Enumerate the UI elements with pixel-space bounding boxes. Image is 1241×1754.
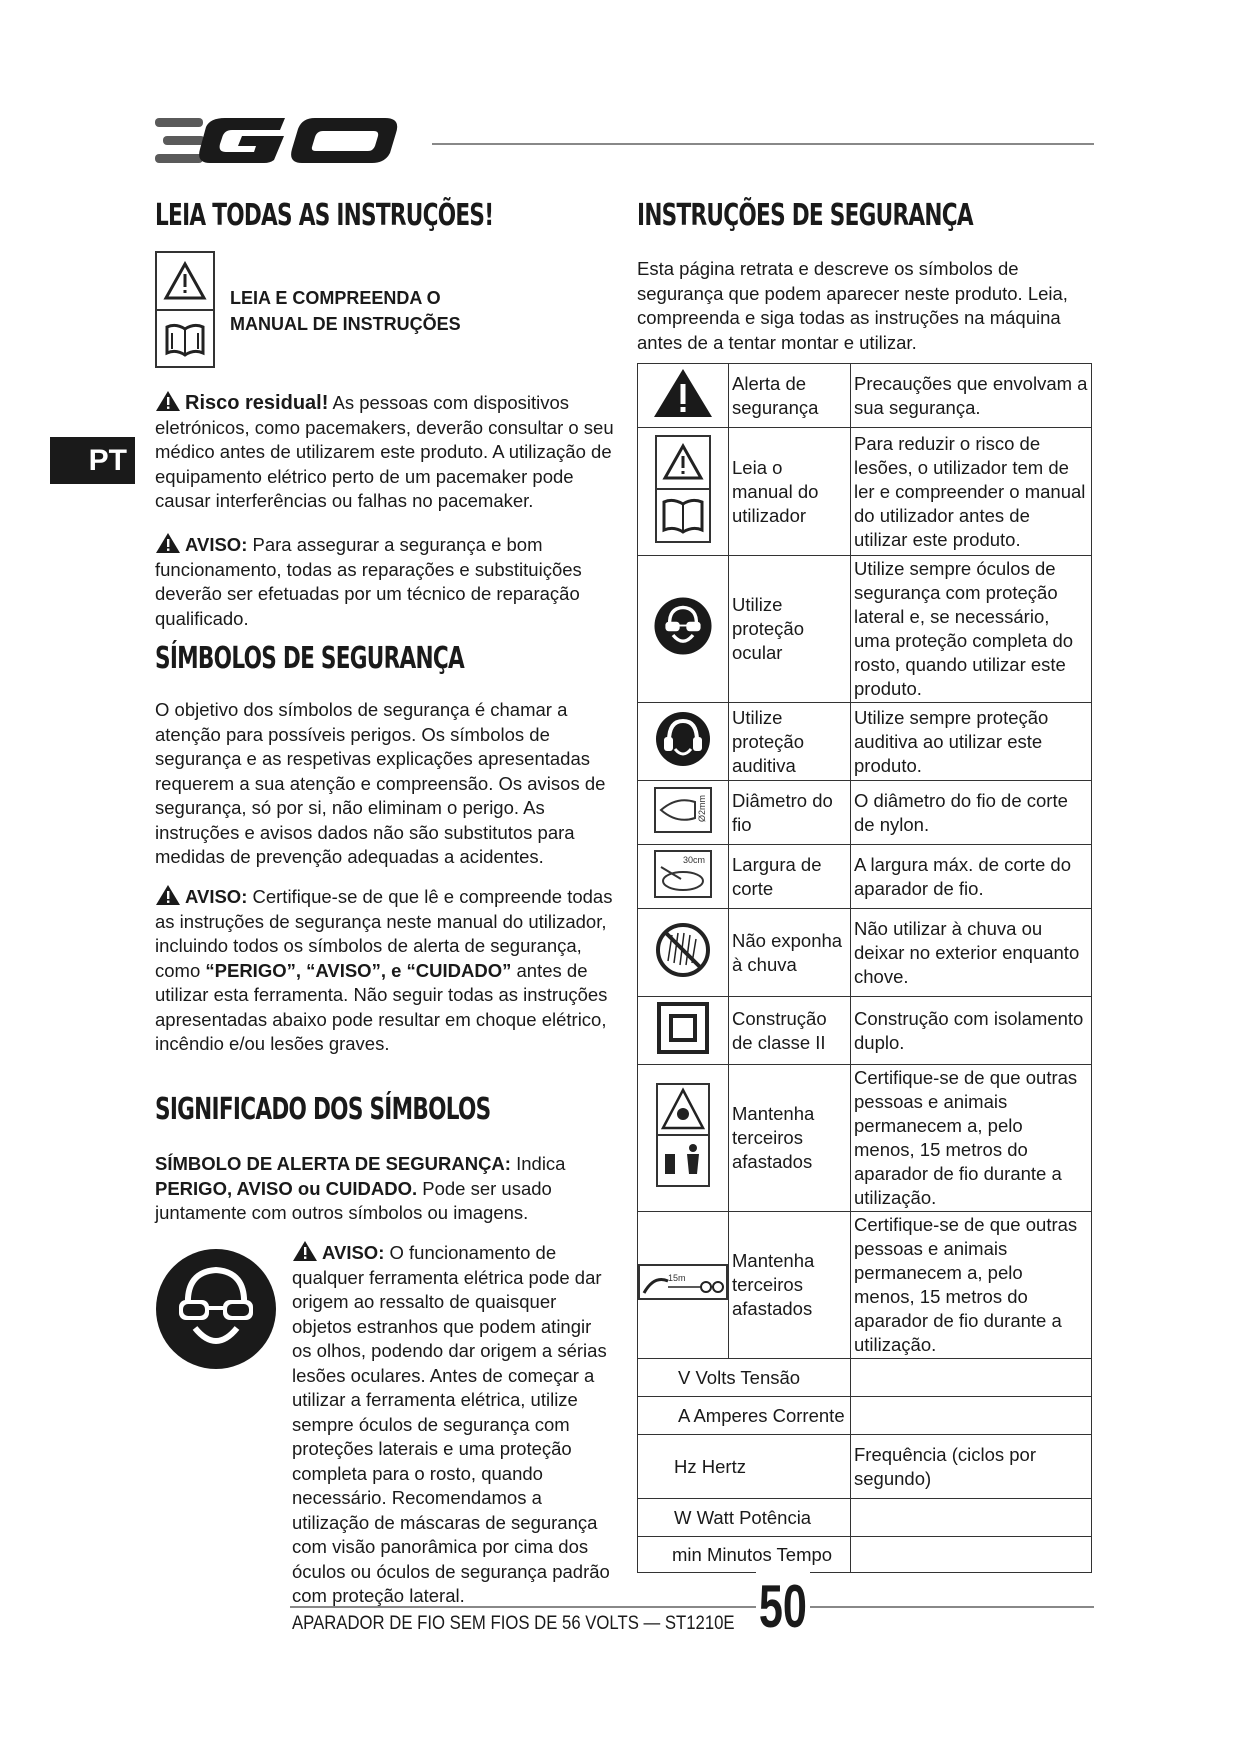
- symbol-name: Leia o manual do utilizador: [729, 428, 851, 556]
- symbol-description: Certifique-se de que outras pessoas e animais permanecem a, pelo menos, 15 metros do aparador de fio durante a utilização.: [851, 1212, 1092, 1359]
- cutting-width-icon: [638, 845, 729, 909]
- footer-title: APARADOR DE FIO SEM FIOS DE 56 VOLTS — ST1210E: [292, 1613, 735, 1634]
- table-row: [638, 428, 1092, 556]
- warning-triangle-icon: [155, 390, 181, 412]
- unit-description: [851, 1537, 1092, 1573]
- table-row: [638, 781, 1092, 845]
- unit-cell: V Volts Tensão: [638, 1359, 851, 1397]
- symbols-intro-paragraph: O objetivo dos símbolos de segurança é chamar a atenção para possíveis perigos. Os símbolos de segurança e as respetivas explicações apresentadas requerem a sua atenção e compreensão. Os avisos de segurança, só por si, não eliminam o perigo. As instruções e avisos dados não são substitutos para medidas de prevenção adequadas a acidentes.: [155, 699, 606, 867]
- heading-symbol-meaning: SIGNIFICADO DOS SÍMBOLOS: [155, 1092, 491, 1127]
- eye-protection-large-icon: [155, 1248, 277, 1375]
- unit-description: [851, 1359, 1092, 1397]
- svg-text:15m: 15m: [668, 1273, 686, 1283]
- table-row: [638, 1212, 1092, 1359]
- symbol-name: Construção de classe II: [729, 997, 851, 1065]
- unit-description: [851, 1499, 1092, 1537]
- symbol-name: Largura de corte: [729, 845, 851, 909]
- symbol-description: Construção com isolamento duplo.: [851, 997, 1092, 1065]
- symbol-description: Para reduzir o risco de lesões, o utilizador tem de ler e compreender o manual do utilizador antes de utilizar este produto.: [851, 428, 1092, 556]
- svg-text:30cm: 30cm: [683, 854, 706, 865]
- heading-safety-symbols: SÍMBOLOS DE SEGURANÇA: [155, 641, 465, 676]
- table-row: [638, 997, 1092, 1065]
- symbol-name: Mantenha terceiros afastados: [729, 1212, 851, 1359]
- language-tab: PT: [50, 437, 135, 484]
- symbol-name: Não exponha à chuva: [729, 909, 851, 997]
- table-row: [638, 845, 1092, 909]
- alert-symbol-paragraph: SÍMBOLO DE ALERTA DE SEGURANÇA: Indica PERIGO, AVISO ou CUIDADO. Pode ser usado juntamente com outros símbolos ou imagens.: [155, 1153, 566, 1223]
- table-row: [638, 1359, 1092, 1397]
- read-manual-icon: [638, 428, 729, 556]
- page-number: 50: [756, 1572, 810, 1641]
- heading-safety-instructions: INSTRUÇÕES DE SEGURANÇA: [637, 198, 973, 233]
- svg-text:Ø2mm: Ø2mm: [697, 794, 707, 822]
- heading-read-all: LEIA TODAS AS INSTRUÇÕES!: [155, 198, 494, 233]
- symbol-description: A largura máx. de corte do aparador de fio.: [851, 845, 1092, 909]
- footer-rule: [290, 1606, 1094, 1608]
- svg-text:EGO: EGO: [155, 112, 158, 113]
- warning-triangle-icon: [155, 532, 181, 554]
- table-row: [638, 703, 1092, 781]
- class-ii-icon: [638, 997, 729, 1065]
- symbol-name: Utilize proteção auditiva: [729, 703, 851, 781]
- symbol-description: Utilize sempre óculos de segurança com proteção lateral e, se necessário, uma proteção completa do rosto, quando utilizar este produto.: [851, 556, 1092, 703]
- hearing-protection-icon: [638, 703, 729, 781]
- unit-cell: W Watt Potência: [638, 1499, 851, 1537]
- unit-cell: A Amperes Corrente: [638, 1397, 851, 1435]
- aviso-eye-paragraph: AVISO: O funcionamento de qualquer ferramenta elétrica pode dar origem ao ressalto de quaisquer objetos estranhos que podem atingir os olhos, podendo dar origem a sérias lesões oculares. Antes de começar a utilizar a ferramenta elétrica, utilize sempre óculos de segurança com proteções laterais e uma proteção completa para o rosto, quando necessário. Recomendamos a utilização de máscaras de segurança com visão panorâmica por cima dos óculos ou óculos de segurança padrão com proteção lateral.: [292, 1242, 610, 1606]
- warning-triangle-icon: [292, 1240, 318, 1262]
- unit-cell: min Minutos Tempo: [638, 1537, 851, 1573]
- table-row: [638, 1537, 1092, 1573]
- symbol-description: Precauções que envolvam a sua segurança.: [851, 364, 1092, 428]
- read-manual-label: LEIA E COMPREENDA O MANUAL DE INSTRUÇÕES: [230, 288, 461, 334]
- table-row: [638, 1397, 1092, 1435]
- symbol-description: Não utilizar à chuva ou deixar no exterior enquanto chove.: [851, 909, 1092, 997]
- read-manual-icon: [157, 309, 213, 367]
- read-manual-symbol-box: [155, 251, 215, 368]
- table-row: [638, 1065, 1092, 1212]
- safety-symbols-table: [637, 363, 1092, 1573]
- aviso-read-paragraph: AVISO: Certifique-se de que lê e compreende todas as instruções de segurança neste manual do utilizador, incluindo todos os símbolos de alerta de segurança, como “PERIGO”, “AVISO”, e “CUIDADO” antes de utilizar esta ferramenta. Não seguir todas as instruções apresentadas abaixo pode resultar em choque elétrico, incêndio e/ou lesões graves.: [155, 886, 613, 1054]
- table-row: [638, 1435, 1092, 1499]
- header-rule: [432, 143, 1094, 145]
- symbol-name: Alerta de segurança: [729, 364, 851, 428]
- keep-bystanders-away-icon: [638, 1065, 729, 1212]
- symbol-name: Mantenha terceiros afastados: [729, 1065, 851, 1212]
- table-row: [638, 556, 1092, 703]
- residual-risk-paragraph: Risco residual! As pessoas com dispositivos eletrónicos, como pacemakers, deverão consultar o seu médico antes de utilizarem este produto. A utilização de equipamento elétrico perto de um pacemaker pode causar interferências ou falhas no pacemaker.: [155, 392, 614, 511]
- unit-description: [851, 1397, 1092, 1435]
- table-row: [638, 1499, 1092, 1537]
- aviso-repair-paragraph: AVISO: Para assegurar a segurança e bom funcionamento, todas as reparações e substituições deverão ser efetuadas por um técnico de reparação qualificado.: [155, 534, 582, 629]
- warning-triangle-icon: [157, 253, 213, 309]
- no-rain-icon: [638, 909, 729, 997]
- ego-logo: [155, 112, 410, 172]
- table-row: [638, 909, 1092, 997]
- symbol-name: Diâmetro do fio: [729, 781, 851, 845]
- eye-protection-icon: [638, 556, 729, 703]
- unit-cell: Hz Hertz: [638, 1435, 851, 1499]
- warning-triangle-icon: [155, 884, 181, 906]
- symbol-name: Utilize proteção ocular: [729, 556, 851, 703]
- bystander-distance-icon: [638, 1212, 729, 1359]
- symbol-description: Utilize sempre proteção auditiva ao utilizar este produto.: [851, 703, 1092, 781]
- warning-triangle-icon: [638, 364, 729, 428]
- safety-intro-paragraph: Esta página retrata e descreve os símbolos de segurança que podem aparecer neste produto. Leia, compreenda e siga todas as instruções na máquina antes de a tentar montar e utilizar.: [637, 258, 1068, 353]
- line-diameter-icon: [638, 781, 729, 845]
- table-row: [638, 364, 1092, 428]
- symbol-description: Certifique-se de que outras pessoas e animais permanecem a, pelo menos, 15 metros do aparador de fio durante a utilização.: [851, 1065, 1092, 1212]
- unit-description: Frequência (ciclos por segundo): [851, 1435, 1092, 1499]
- symbol-description: O diâmetro do fio de corte de nylon.: [851, 781, 1092, 845]
